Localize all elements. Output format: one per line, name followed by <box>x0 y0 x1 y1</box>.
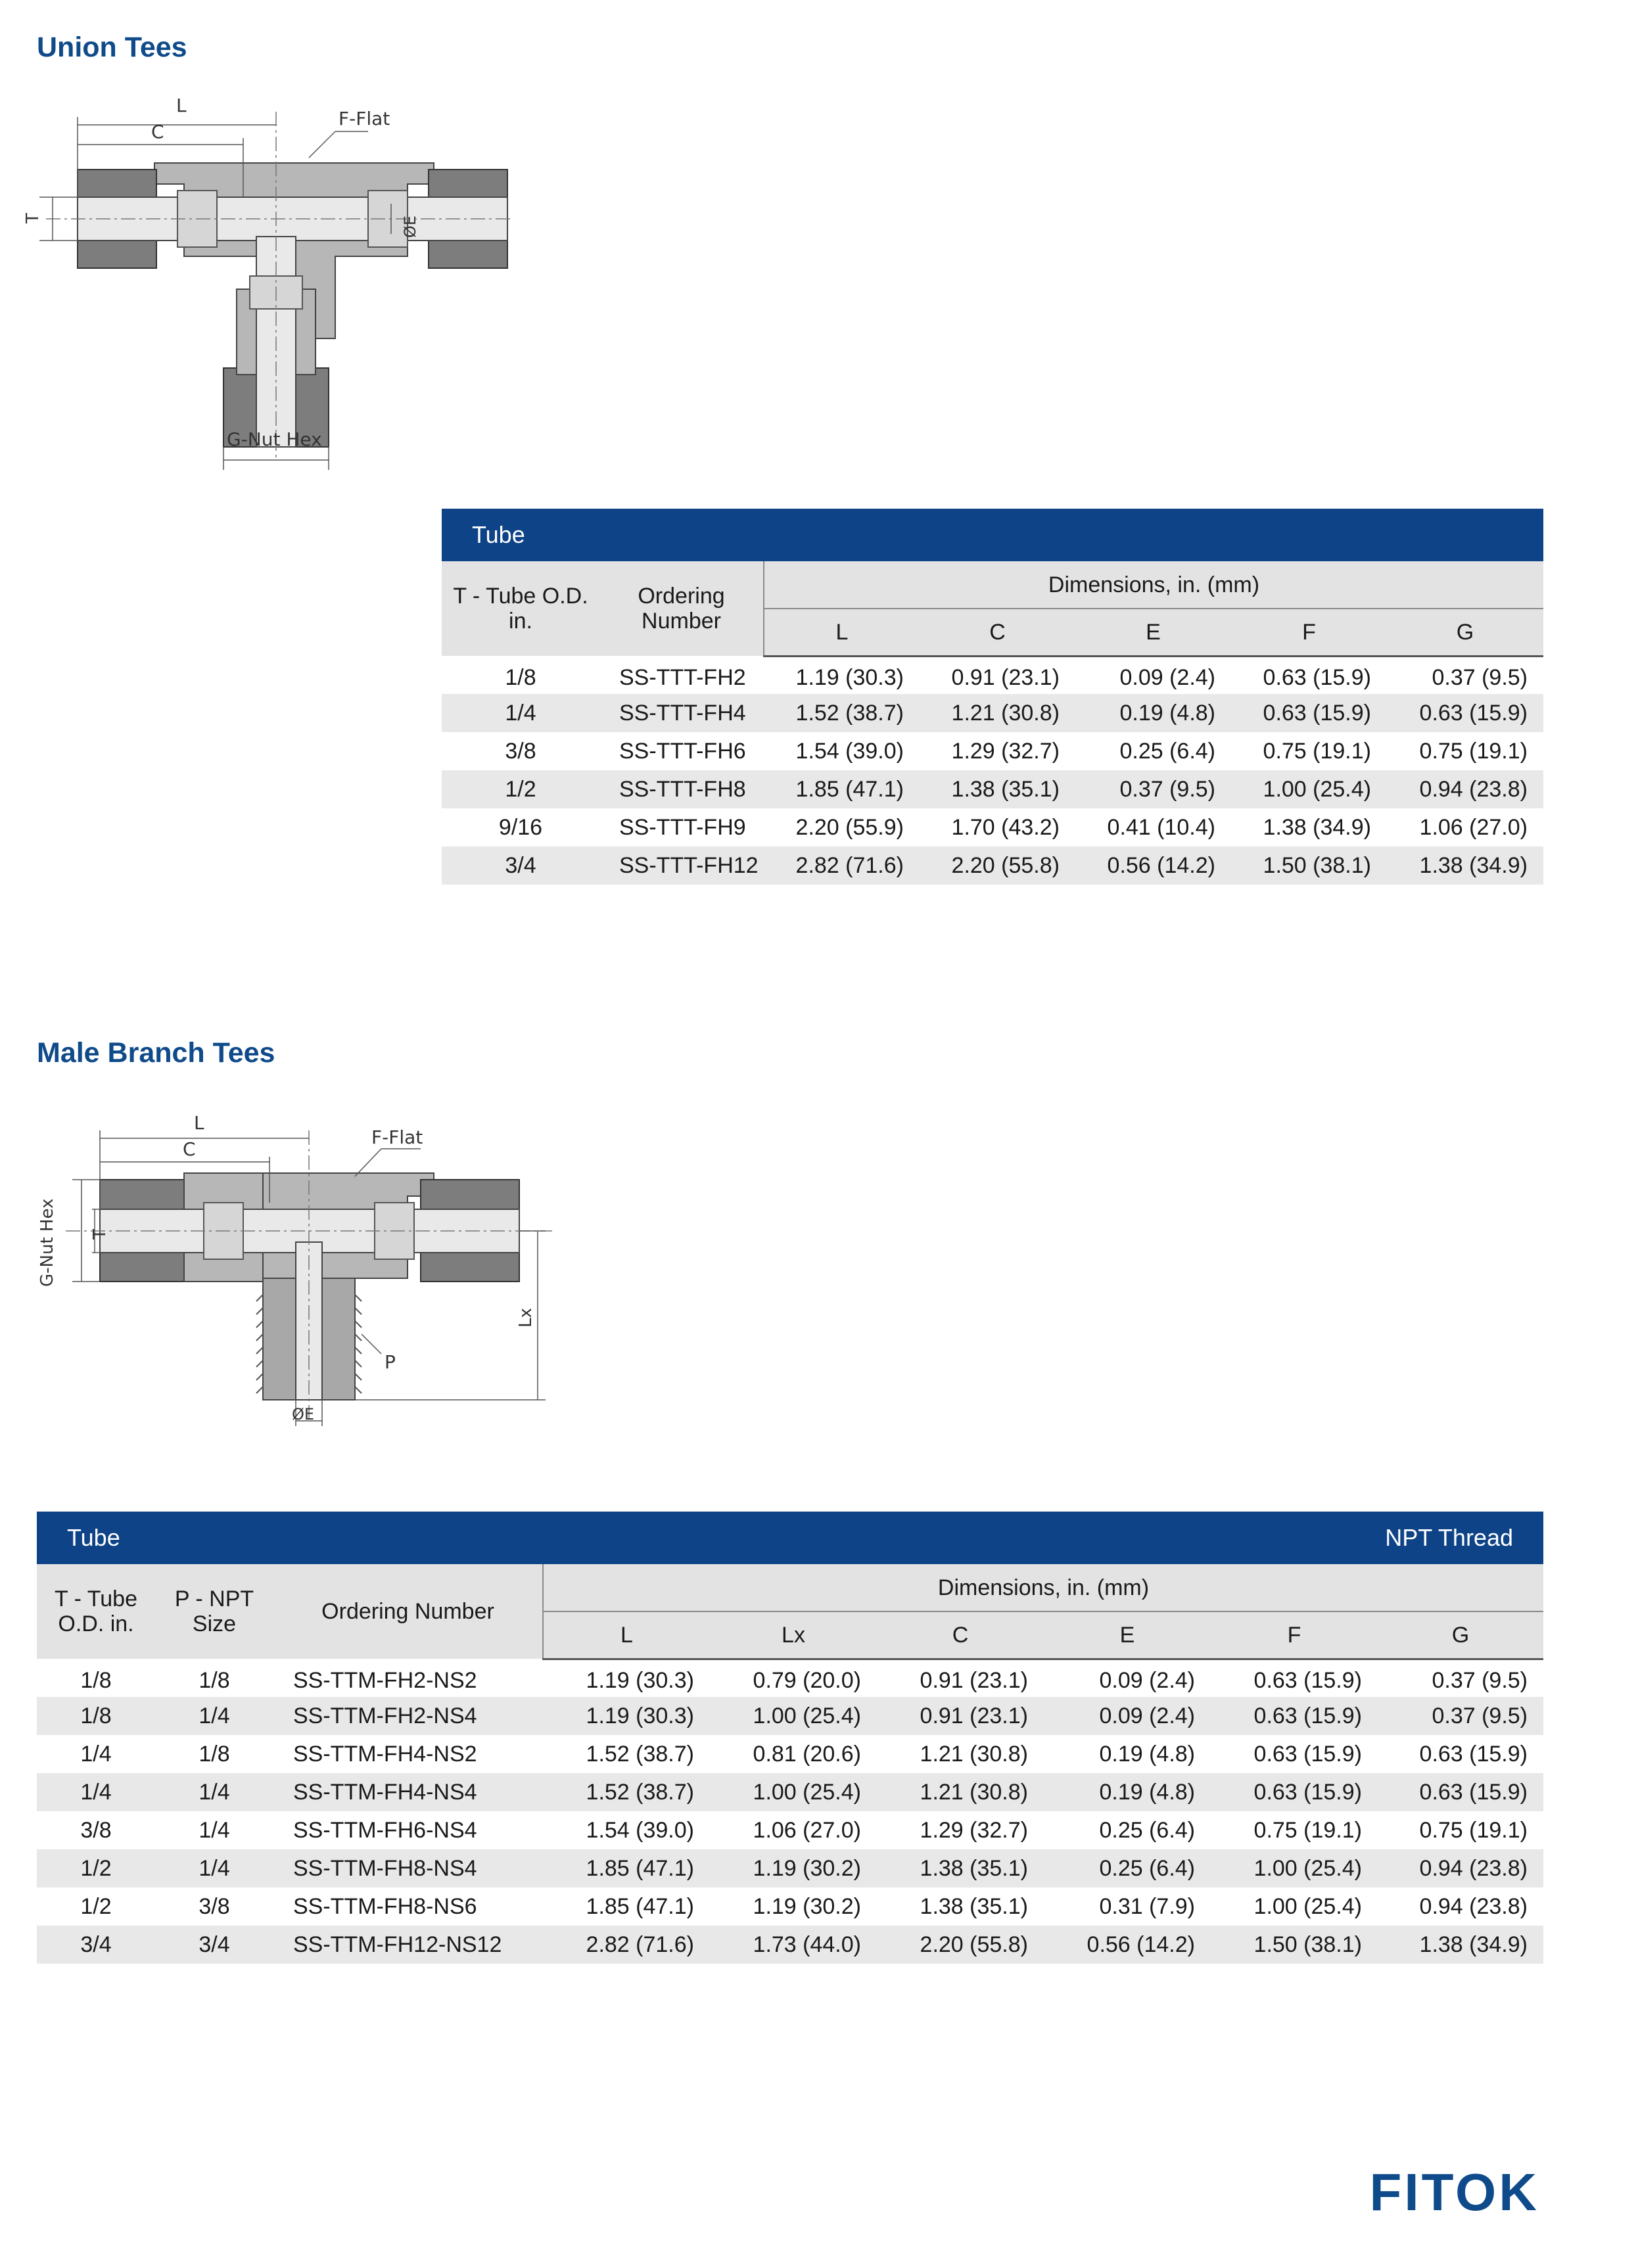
union-tee-drawing <box>23 92 526 473</box>
male-cell-npt: 1/8 <box>199 1741 230 1767</box>
male-cell-f: 0.63 (15.9) <box>1253 1779 1362 1805</box>
male-cell-e: 0.56 (14.2) <box>1087 1932 1195 1957</box>
male-cell-l: 1.52 (38.7) <box>586 1741 694 1767</box>
male-cell-npt: 3/8 <box>199 1893 230 1919</box>
union-cell-g: 1.38 (34.9) <box>1419 852 1528 878</box>
union-cell-g: 0.37 (9.5) <box>1432 665 1528 691</box>
union-label-G: G-Nut Hex <box>227 428 322 450</box>
male-cell-c: 1.21 (30.8) <box>920 1741 1028 1767</box>
male-cell-order: SS-TTM-FH8-NS4 <box>293 1855 477 1881</box>
male-cell-e: 0.09 (2.4) <box>1099 1703 1195 1728</box>
male-col-npt: P - NPT Size <box>174 1586 254 1636</box>
union-subcol-c: C <box>920 609 1075 656</box>
male-label-C: C <box>183 1138 196 1160</box>
union-cell-e: 0.37 (9.5) <box>1119 776 1215 802</box>
male-cell-order: SS-TTM-FH8-NS6 <box>293 1893 477 1919</box>
union-cell-f: 0.63 (15.9) <box>1263 700 1371 726</box>
union-cell-g: 1.06 (27.0) <box>1419 814 1528 840</box>
male-cell-order: SS-TTM-FH2-NS2 <box>293 1667 477 1693</box>
male-cell-g: 0.37 (9.5) <box>1432 1703 1528 1728</box>
male-subcol-c: C <box>877 1611 1044 1659</box>
male-cell-l: 1.85 (47.1) <box>586 1855 694 1881</box>
male-cell-order: SS-TTM-FH12-NS12 <box>293 1932 502 1957</box>
union-tee-table <box>442 509 1543 885</box>
male-cell-npt: 1/4 <box>199 1779 230 1805</box>
male-cell-g: 0.75 (19.1) <box>1419 1817 1528 1843</box>
male-table-row <box>37 1735 1543 1773</box>
section-title-union-tees: Union Tees <box>37 32 187 63</box>
union-col-dimensions: Dimensions, in. (mm) <box>764 561 1543 609</box>
male-branch-tee-drawing <box>26 1111 565 1452</box>
section-title-male-branch-tees: Male Branch Tees <box>37 1037 275 1069</box>
male-cell-f: 0.63 (15.9) <box>1253 1703 1362 1728</box>
union-label-E: ØE <box>401 215 419 238</box>
male-cell-f: 0.63 (15.9) <box>1253 1668 1362 1694</box>
male-label-P: P <box>385 1351 396 1373</box>
union-table-row <box>442 808 1543 846</box>
union-cell-l: 1.19 (30.3) <box>795 665 904 691</box>
union-cell-f: 0.75 (19.1) <box>1263 738 1371 764</box>
male-cell-lx: 1.06 (27.0) <box>753 1817 861 1843</box>
male-cell-lx: 1.00 (25.4) <box>753 1779 861 1805</box>
union-cell-l: 1.54 (39.0) <box>795 738 904 764</box>
union-table-row <box>442 694 1543 732</box>
male-cell-c: 1.29 (32.7) <box>920 1817 1028 1843</box>
male-cell-c: 0.91 (23.1) <box>920 1668 1028 1694</box>
male-cell-tube: 1/2 <box>80 1893 112 1919</box>
male-cell-order: SS-TTM-FH4-NS4 <box>293 1779 477 1805</box>
male-cell-tube: 3/4 <box>80 1932 112 1957</box>
union-cell-l: 1.85 (47.1) <box>795 776 904 802</box>
union-cell-c: 1.70 (43.2) <box>951 814 1060 840</box>
male-cell-l: 1.19 (30.3) <box>586 1668 694 1694</box>
male-cell-tube: 1/8 <box>80 1667 112 1693</box>
male-cell-lx: 0.81 (20.6) <box>753 1741 861 1767</box>
male-cell-f: 1.00 (25.4) <box>1253 1855 1362 1881</box>
union-cell-c: 2.20 (55.8) <box>951 852 1060 878</box>
male-cell-lx: 0.79 (20.0) <box>753 1668 861 1694</box>
male-cell-c: 2.20 (55.8) <box>920 1932 1028 1957</box>
union-col-order: Ordering Number <box>638 584 725 634</box>
male-branch-tee-table <box>37 1512 1543 1964</box>
male-label-T: T <box>90 1229 110 1239</box>
union-cell-tube: 1/2 <box>505 776 536 802</box>
union-cell-f: 1.38 (34.9) <box>1263 814 1371 840</box>
male-cell-l: 1.52 (38.7) <box>586 1779 694 1805</box>
male-cell-l: 1.19 (30.3) <box>586 1703 694 1728</box>
union-cell-g: 0.75 (19.1) <box>1419 738 1528 764</box>
union-table-row <box>442 770 1543 808</box>
male-cell-tube: 1/4 <box>80 1779 112 1805</box>
male-cell-c: 1.38 (35.1) <box>920 1855 1028 1881</box>
union-cell-tube: 3/4 <box>505 852 536 878</box>
male-subcol-g: G <box>1378 1611 1543 1659</box>
union-cell-order: SS-TTT-FH4 <box>619 700 746 726</box>
male-label-L: L <box>194 1112 204 1134</box>
union-cell-order: SS-TTT-FH12 <box>619 852 759 878</box>
male-cell-tube: 1/2 <box>80 1855 112 1881</box>
union-cell-l: 2.82 (71.6) <box>795 852 904 878</box>
union-subcol-f: F <box>1231 609 1387 656</box>
union-cell-tube: 1/8 <box>505 664 536 690</box>
union-table-row <box>442 732 1543 770</box>
union-subcol-e: E <box>1075 609 1231 656</box>
male-cell-e: 0.19 (4.8) <box>1099 1741 1195 1767</box>
union-cell-c: 0.91 (23.1) <box>951 665 1060 691</box>
male-table-row <box>37 1697 1543 1735</box>
male-table-row <box>37 1926 1543 1964</box>
male-cell-lx: 1.00 (25.4) <box>753 1703 861 1728</box>
male-subcol-lx: Lx <box>710 1611 877 1659</box>
male-cell-npt: 1/4 <box>199 1703 230 1728</box>
male-cell-tube: 3/8 <box>80 1817 112 1843</box>
union-label-T: T <box>23 213 43 223</box>
male-table-row <box>37 1849 1543 1887</box>
union-cell-f: 1.50 (38.1) <box>1263 852 1371 878</box>
union-table-row <box>442 656 1543 694</box>
union-cell-order: SS-TTT-FH6 <box>619 738 746 764</box>
male-cell-l: 1.54 (39.0) <box>586 1817 694 1843</box>
male-cell-tube: 1/8 <box>80 1703 112 1728</box>
union-label-L: L <box>176 95 187 116</box>
union-cell-e: 0.25 (6.4) <box>1119 738 1215 764</box>
male-cell-f: 1.50 (38.1) <box>1253 1932 1362 1957</box>
male-cell-npt: 1/4 <box>199 1817 230 1843</box>
male-table-row <box>37 1773 1543 1811</box>
male-col-tube: T - Tube O.D. in. <box>55 1586 137 1636</box>
male-label-F: F-Flat <box>371 1126 423 1148</box>
male-cell-tube: 1/4 <box>80 1741 112 1767</box>
male-col-order: Ordering Number <box>321 1599 494 1624</box>
male-cell-c: 0.91 (23.1) <box>920 1703 1028 1728</box>
male-table-row <box>37 1659 1543 1697</box>
union-cell-tube: 3/8 <box>505 738 536 764</box>
male-table-row <box>37 1887 1543 1926</box>
male-cell-f: 1.00 (25.4) <box>1253 1893 1362 1919</box>
male-subcol-l: L <box>543 1611 710 1659</box>
male-cell-g: 0.94 (23.8) <box>1419 1893 1528 1919</box>
union-subcol-g: G <box>1387 609 1543 656</box>
union-subcol-l: L <box>764 609 920 656</box>
male-cell-lx: 1.19 (30.2) <box>753 1893 861 1919</box>
union-cell-order: SS-TTT-FH8 <box>619 776 746 802</box>
male-cell-npt: 1/4 <box>199 1855 230 1881</box>
union-cell-l: 1.52 (38.7) <box>795 700 904 726</box>
male-cell-f: 0.75 (19.1) <box>1253 1817 1362 1843</box>
male-table-band: Tube <box>67 1524 120 1551</box>
male-cell-e: 0.31 (7.9) <box>1099 1893 1195 1919</box>
male-table-row <box>37 1811 1543 1849</box>
union-cell-tube: 1/4 <box>505 700 536 726</box>
fitok-logo: FITOK <box>1369 2163 1539 2221</box>
male-cell-lx: 1.73 (44.0) <box>753 1932 861 1957</box>
male-cell-e: 0.25 (6.4) <box>1099 1817 1195 1843</box>
male-label-E: ØE <box>292 1405 315 1423</box>
male-cell-order: SS-TTM-FH2-NS4 <box>293 1703 477 1728</box>
union-cell-e: 0.41 (10.4) <box>1107 814 1215 840</box>
male-cell-npt: 3/4 <box>199 1932 230 1957</box>
union-cell-c: 1.21 (30.8) <box>951 700 1060 726</box>
male-cell-c: 1.21 (30.8) <box>920 1779 1028 1805</box>
male-cell-f: 0.63 (15.9) <box>1253 1741 1362 1767</box>
union-label-F: F-Flat <box>339 108 390 129</box>
male-cell-order: SS-TTM-FH4-NS2 <box>293 1741 477 1767</box>
union-cell-c: 1.38 (35.1) <box>951 776 1060 802</box>
male-cell-c: 1.38 (35.1) <box>920 1893 1028 1919</box>
union-cell-f: 0.63 (15.9) <box>1263 665 1371 691</box>
male-cell-g: 0.63 (15.9) <box>1419 1779 1528 1805</box>
union-cell-g: 0.63 (15.9) <box>1419 700 1528 726</box>
male-cell-npt: 1/8 <box>199 1667 230 1693</box>
male-cell-e: 0.09 (2.4) <box>1099 1668 1195 1694</box>
male-col-dimensions: Dimensions, in. (mm) <box>543 1564 1543 1611</box>
union-cell-e: 0.09 (2.4) <box>1119 665 1215 691</box>
union-cell-tube: 9/16 <box>498 814 543 840</box>
male-cell-e: 0.19 (4.8) <box>1099 1779 1195 1805</box>
male-cell-g: 1.38 (34.9) <box>1419 1932 1528 1957</box>
union-cell-l: 2.20 (55.9) <box>795 814 904 840</box>
male-label-G: G-Nut Hex <box>37 1198 57 1287</box>
male-cell-lx: 1.19 (30.2) <box>753 1855 861 1881</box>
male-subcol-f: F <box>1211 1611 1378 1659</box>
male-cell-g: 0.94 (23.8) <box>1419 1855 1528 1881</box>
union-col-tube: T - Tube O.D. in. <box>453 584 588 634</box>
union-label-C: C <box>151 121 164 143</box>
male-cell-l: 2.82 (71.6) <box>586 1932 694 1957</box>
union-cell-order: SS-TTT-FH9 <box>619 814 746 840</box>
male-subcol-e: E <box>1044 1611 1211 1659</box>
union-table-band: Tube <box>472 521 525 548</box>
male-cell-g: 0.63 (15.9) <box>1419 1741 1528 1767</box>
union-cell-g: 0.94 (23.8) <box>1419 776 1528 802</box>
union-cell-order: SS-TTT-FH2 <box>619 664 746 690</box>
male-table-band-right: NPT Thread <box>1385 1524 1513 1551</box>
union-cell-e: 0.19 (4.8) <box>1119 700 1215 726</box>
male-label-Lx: Lx <box>516 1308 536 1328</box>
union-cell-f: 1.00 (25.4) <box>1263 776 1371 802</box>
male-cell-g: 0.37 (9.5) <box>1432 1668 1528 1694</box>
union-cell-c: 1.29 (32.7) <box>951 738 1060 764</box>
union-cell-e: 0.56 (14.2) <box>1107 852 1215 878</box>
male-cell-e: 0.25 (6.4) <box>1099 1855 1195 1881</box>
union-table-row <box>442 846 1543 885</box>
male-cell-l: 1.85 (47.1) <box>586 1893 694 1919</box>
male-cell-order: SS-TTM-FH6-NS4 <box>293 1817 477 1843</box>
